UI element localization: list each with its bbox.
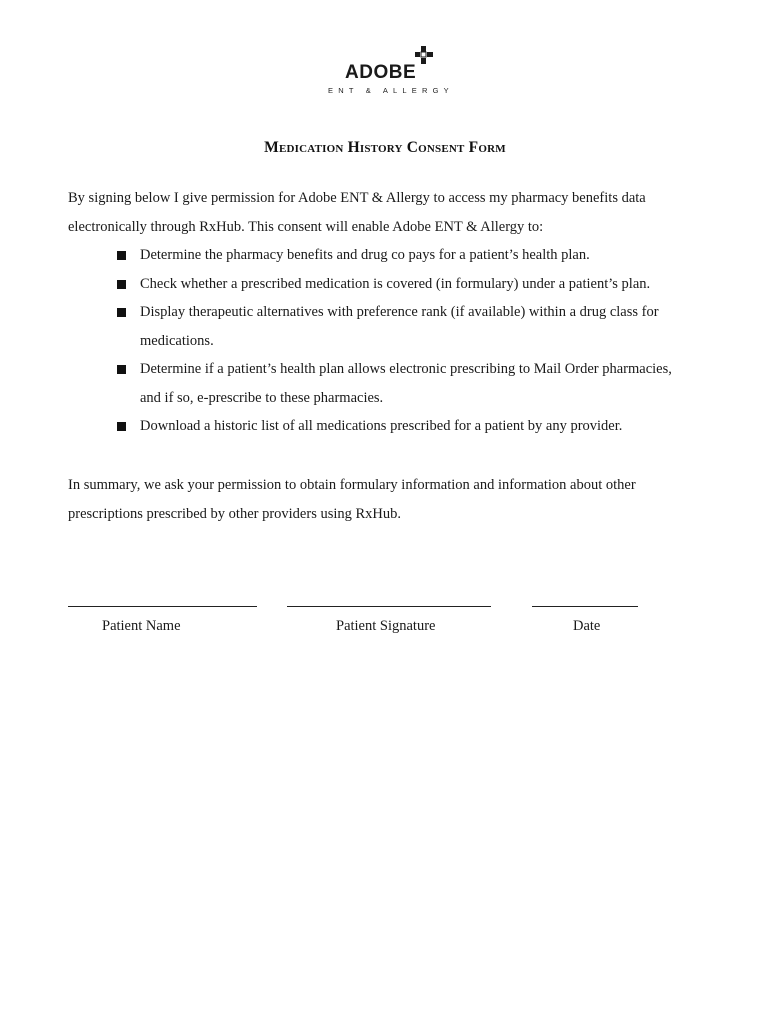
list-item-text: Determine the pharmacy benefits and drug co pays for a patient’s health plan. [140,247,590,263]
date-line[interactable] [532,606,638,607]
square-bullet-icon [117,251,126,260]
patient-name-label: Patient Name [102,618,181,634]
list-item-text-line-1: Display therapeutic alternatives with preference rank (if available) within a drug class for [140,304,659,320]
list-item-text-line-2: and if so, e-prescribe to these pharmacies. [140,389,384,406]
page-title: Medication History Consent Form [264,139,506,156]
list-item-text: Download a historic list of all medications prescribed for a patient by any provider. [140,418,623,434]
logo-name: ADOBE [345,62,417,83]
intro-line-2: electronically through RxHub. This consent will enable Adobe ENT & Allergy to: [68,218,544,235]
practice-logo [0,44,770,100]
square-bullet-icon [117,308,126,317]
summary-paragraph [68,471,708,528]
date-label: Date [573,618,601,634]
list-item-text: Check whether a prescribed medication is covered (in formulary) under a patient’s plan. [140,275,651,292]
patient-signature-label: Patient Signature [336,618,436,634]
square-bullet-icon [117,280,126,289]
square-bullet-icon [117,422,126,431]
patient-name-line[interactable] [68,606,257,607]
intro-line-1: By signing below I give permission for Adobe ENT & Allergy to access my pharmacy benefits data [68,190,646,206]
list-item [116,241,716,270]
summary-line-2: prescriptions prescribed by other providers using RxHub. [68,505,402,522]
list-item [116,298,716,355]
patient-signature-line[interactable] [287,606,491,607]
square-bullet-icon [117,365,126,374]
list-item-text-line-2: medications. [140,332,214,349]
list-item [116,412,716,441]
permissions-list [116,241,716,441]
list-item [116,355,716,412]
list-item-text-line-1: Determine if a patient’s health plan allows electronic prescribing to Mail Order pharmacies, [140,361,672,377]
list-item [116,270,716,299]
cross-plus-mark-icon [414,46,434,71]
summary-line-1: In summary, we ask your permission to obtain formulary information and information about other [68,477,636,493]
logo-tagline: ENT & ALLERGY [328,86,454,95]
intro-paragraph [68,184,708,241]
